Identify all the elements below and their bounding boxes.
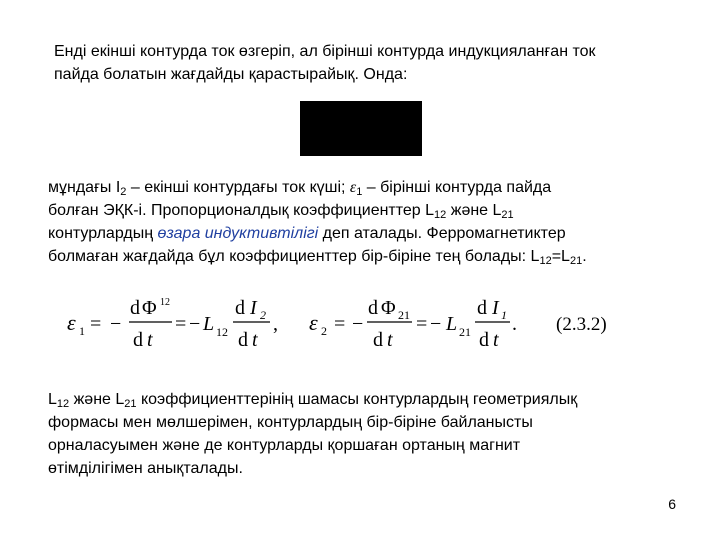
L: L — [203, 313, 215, 335]
d: d — [238, 329, 248, 351]
t: t — [147, 329, 153, 351]
d: d — [130, 297, 140, 319]
minus: − — [110, 313, 122, 335]
text: коэффициенттерінің шамасы контурлардың геометриялық — [136, 391, 578, 408]
text: деп аталады. Ферромагнетиктер — [318, 225, 566, 242]
text: – екінші контурдағы ток күші; — [126, 179, 350, 196]
period: . — [512, 313, 517, 335]
subscript: 12 — [160, 297, 170, 308]
equals: = — [416, 313, 428, 335]
t: t — [387, 329, 393, 351]
d: d — [235, 297, 245, 319]
text: L — [48, 391, 57, 408]
page-number: 6 — [668, 496, 676, 512]
conclusion-paragraph — [48, 388, 688, 480]
equals: = — [175, 313, 187, 335]
subscript: 12 — [56, 398, 70, 410]
subscript: 12 — [539, 255, 552, 267]
text: =L — [551, 248, 570, 265]
equation-number: (2.3.2) — [556, 314, 607, 335]
d: d — [373, 329, 383, 351]
text: және L — [446, 202, 502, 219]
intro-line-1: Енді екінші контурда ток өзгеріп, ал бірінші контурда индукцияланған ток — [54, 43, 596, 60]
text: – бірінші контурда пайда — [362, 179, 552, 196]
subscript: 21 — [124, 398, 137, 410]
text: формасы мен мөлшерімен, контурлардың бір-біріне байланысты — [48, 414, 533, 431]
subscript: 12 — [434, 209, 447, 221]
I: I — [250, 297, 257, 319]
I: I — [492, 297, 499, 319]
epsilon-symbol: ε — [349, 179, 357, 196]
intro-line-2: пайда болатын жағдайды қарастырайық. Онда: — [54, 66, 408, 83]
text: өтімділігімен анықталады. — [48, 460, 243, 477]
d: d — [368, 297, 378, 319]
minus: − — [430, 313, 442, 335]
subscript: 2 — [321, 324, 327, 338]
subscript: 1 — [79, 324, 85, 338]
text: болмаған жағдайда бұл коэффициенттер бір-біріне тең болады: L — [48, 248, 540, 265]
subscript: 21 — [501, 209, 514, 221]
mutual-inductance-term: өзара индуктивтілігі — [157, 225, 319, 242]
epsilon: ε — [67, 310, 76, 335]
subscript: 21 — [569, 255, 583, 267]
d: d — [477, 297, 487, 319]
text: мұндағы I — [48, 179, 121, 196]
subscript: 1 — [501, 308, 507, 322]
epsilon: ε — [309, 310, 318, 335]
d: d — [479, 329, 489, 351]
text: . — [582, 248, 587, 265]
t: t — [252, 329, 258, 351]
t: t — [493, 329, 499, 351]
comma: , — [273, 313, 278, 335]
subscript: 2 — [120, 186, 127, 198]
subscript: 1 — [356, 186, 363, 198]
equals: = — [90, 313, 102, 335]
text: болған ЭҚК-і. Пропорционалдық коэффициенттер L — [48, 202, 435, 219]
subscript: 21 — [459, 325, 471, 339]
minus: − — [189, 313, 201, 335]
subscript: 2 — [260, 308, 266, 322]
text: орналасуымен және де контурларды қоршаған ортаның магнит — [48, 437, 521, 454]
subscript: 12 — [216, 325, 228, 339]
text: және L — [69, 391, 125, 408]
text: контурлардың — [48, 225, 158, 242]
subscript: 21 — [398, 308, 410, 322]
L: L — [446, 313, 458, 335]
phi: Φ — [381, 297, 396, 319]
equals: = — [334, 313, 346, 335]
phi: Φ — [142, 297, 157, 319]
d: d — [133, 329, 143, 351]
minus: − — [352, 313, 364, 335]
